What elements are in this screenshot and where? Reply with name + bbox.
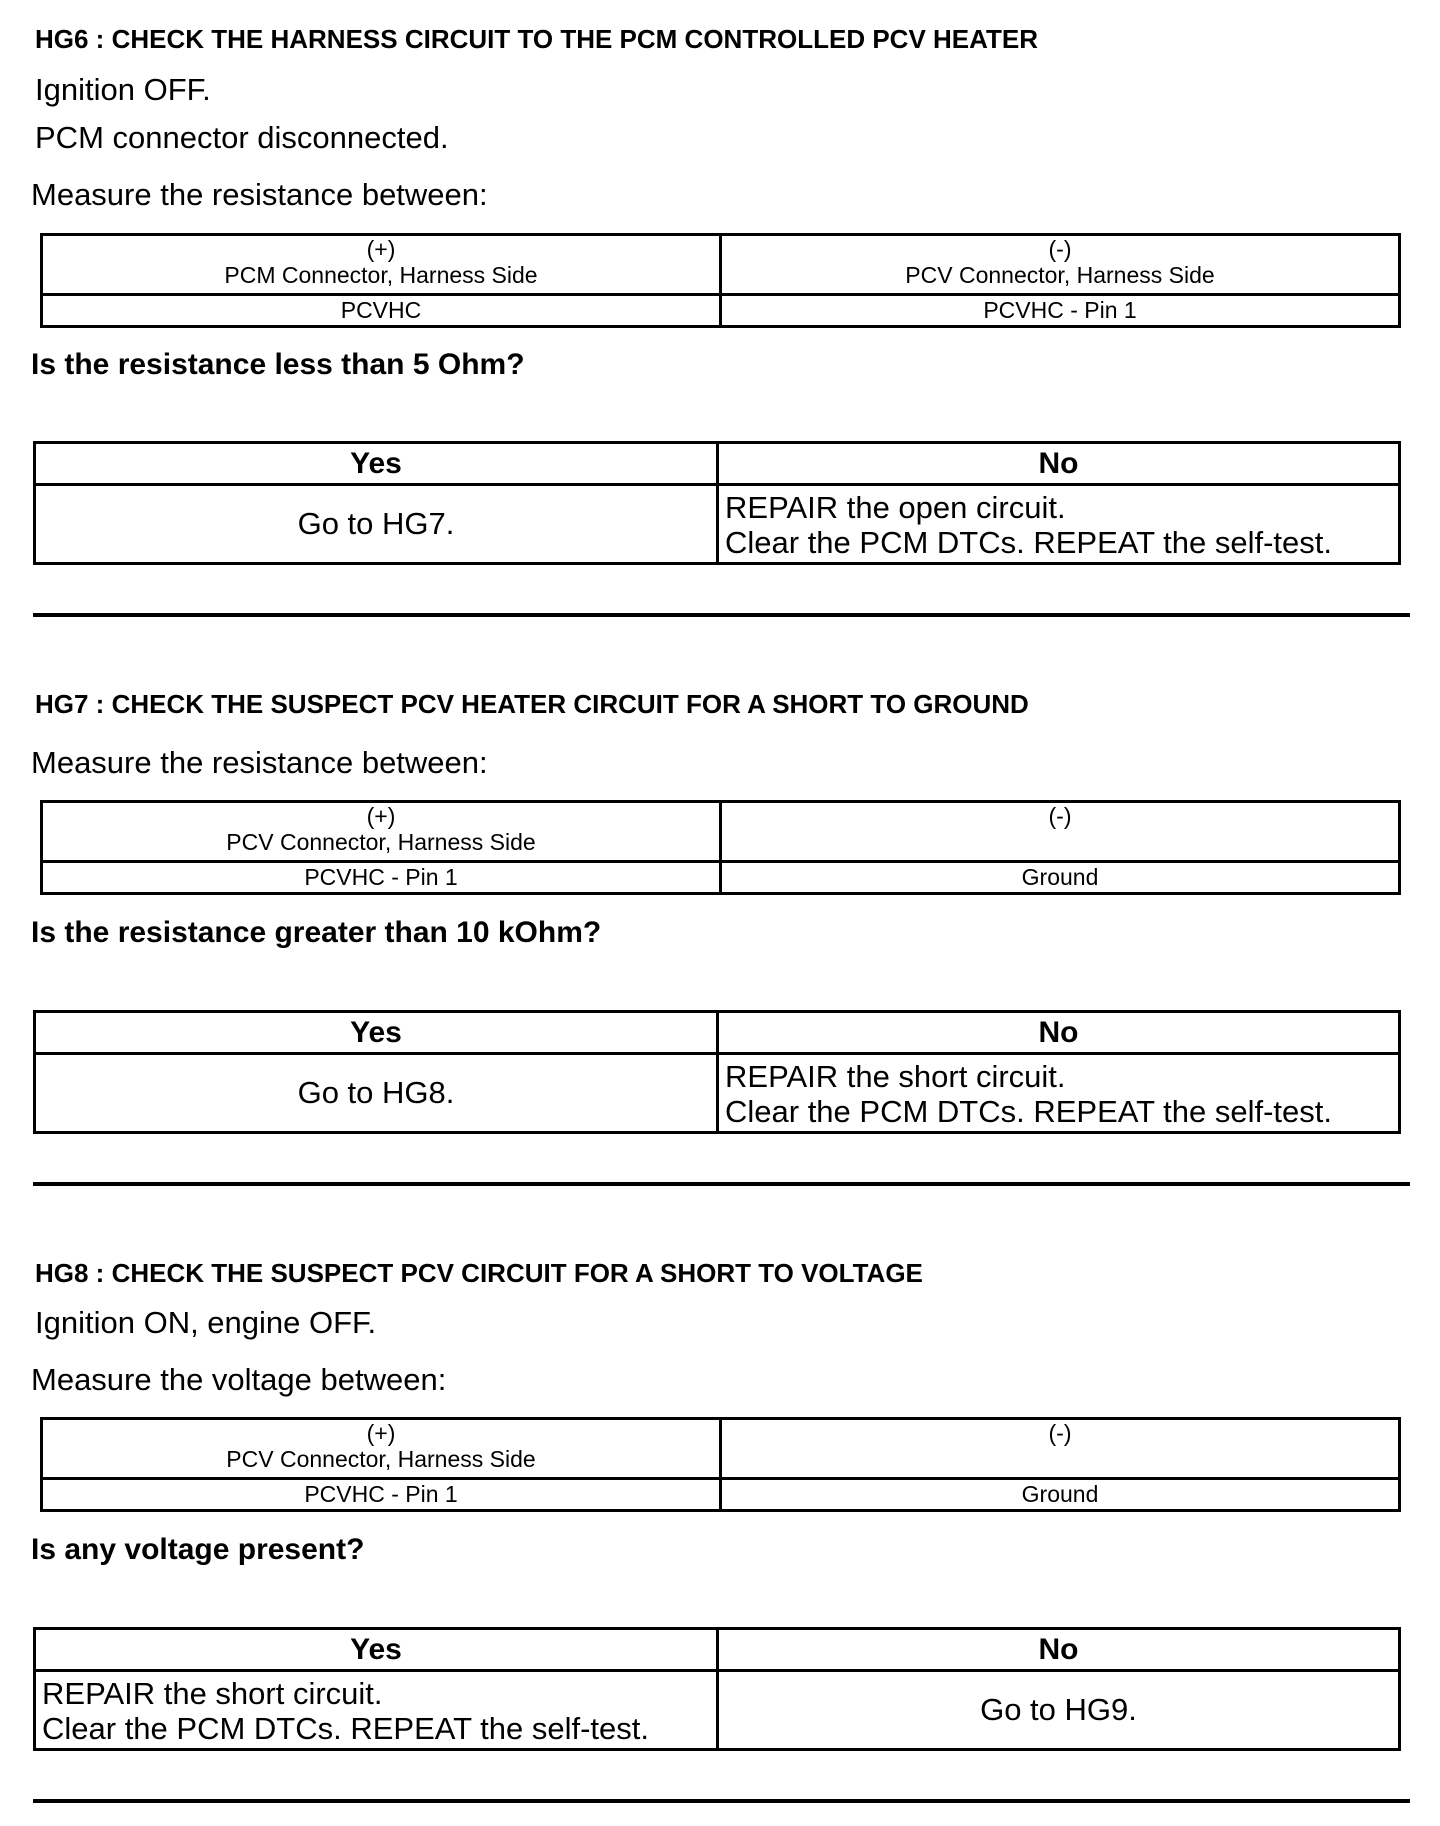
section-divider	[33, 613, 1410, 617]
yes-cell	[36, 486, 716, 562]
no-header: No	[716, 1630, 1398, 1669]
no-line-2: Clear the PCM DTCs. REPEAT the self-test.	[725, 1094, 1332, 1129]
hg6-step-1: Ignition OFF.	[35, 72, 211, 107]
minus-label: PCV Connector, Harness Side	[905, 262, 1215, 288]
hg6-answer-table	[33, 441, 1401, 565]
hg8-step-1: Ignition ON, engine OFF.	[35, 1305, 377, 1340]
hg8-title: HG8 : CHECK THE SUSPECT PCV CIRCUIT FOR A SHORT TO VOLTAGE	[35, 1258, 923, 1288]
minus-sign: (-)	[1048, 1420, 1072, 1446]
hg8-step-2: Measure the voltage between:	[31, 1362, 447, 1397]
hg7-measure-table	[40, 800, 1401, 895]
plus-label: PCV Connector, Harness Side	[226, 829, 536, 855]
plus-sign: (+)	[366, 236, 396, 262]
hg7-question: Is the resistance greater than 10 kOhm?	[31, 916, 602, 949]
yes-line-2: Clear the PCM DTCs. REPEAT the self-test.	[42, 1711, 649, 1746]
hg6-measure-table	[40, 233, 1401, 328]
no-line-1: REPAIR the short circuit.	[725, 1059, 1066, 1094]
plus-sign: (+)	[366, 1420, 396, 1446]
plus-value: PCVHC	[340, 297, 422, 323]
hg8-measure-table	[40, 1417, 1401, 1512]
no-line-1: REPAIR the open circuit.	[725, 490, 1066, 525]
minus-header	[719, 1420, 1398, 1477]
yes-text: Go to HG7.	[297, 506, 455, 541]
no-cell	[716, 1055, 1398, 1131]
plus-label: PCM Connector, Harness Side	[224, 262, 538, 288]
plus-sign: (+)	[366, 803, 396, 829]
hg8-question: Is any voltage present?	[31, 1533, 365, 1566]
hg7-title: HG7 : CHECK THE SUSPECT PCV HEATER CIRCUIT FOR A SHORT TO GROUND	[35, 689, 1029, 719]
yes-line-1: REPAIR the short circuit.	[42, 1676, 383, 1711]
hg6-step-3: Measure the resistance between:	[31, 177, 488, 212]
minus-value: PCVHC - Pin 1	[719, 296, 1398, 325]
no-cell	[716, 1672, 1398, 1748]
plus-header	[43, 1420, 719, 1477]
yes-text: Go to HG8.	[297, 1075, 455, 1110]
minus-header	[719, 236, 1398, 293]
yes-cell	[36, 1672, 716, 1748]
hg6-question: Is the resistance less than 5 Ohm?	[31, 348, 525, 381]
yes-header: Yes	[350, 1016, 402, 1049]
hg6-title: HG6 : CHECK THE HARNESS CIRCUIT TO THE PCM CONTROLLED PCV HEATER	[35, 24, 1038, 54]
yes-header: Yes	[350, 1633, 402, 1666]
plus-value: PCVHC - Pin 1	[304, 1481, 458, 1507]
minus-value: Ground	[719, 863, 1398, 892]
section-divider	[33, 1182, 1410, 1186]
minus-value: Ground	[719, 1480, 1398, 1509]
hg6-step-2: PCM connector disconnected.	[35, 120, 449, 155]
hg7-step-1: Measure the resistance between:	[31, 745, 488, 780]
section-divider	[33, 1799, 1410, 1803]
plus-label: PCV Connector, Harness Side	[226, 1446, 536, 1472]
plus-header	[43, 803, 719, 860]
no-header: No	[716, 444, 1398, 483]
minus-sign: (-)	[1048, 803, 1072, 829]
plus-value: PCVHC - Pin 1	[304, 864, 458, 890]
hg8-answer-table	[33, 1627, 1401, 1751]
yes-header: Yes	[350, 447, 402, 480]
no-text: Go to HG9.	[980, 1692, 1137, 1727]
no-cell	[716, 486, 1398, 562]
minus-sign: (-)	[1048, 236, 1072, 262]
hg7-answer-table	[33, 1010, 1401, 1134]
minus-header	[719, 803, 1398, 860]
no-line-2: Clear the PCM DTCs. REPEAT the self-test.	[725, 525, 1332, 560]
yes-cell	[36, 1055, 716, 1131]
no-header: No	[716, 1013, 1398, 1052]
plus-header	[43, 236, 719, 293]
